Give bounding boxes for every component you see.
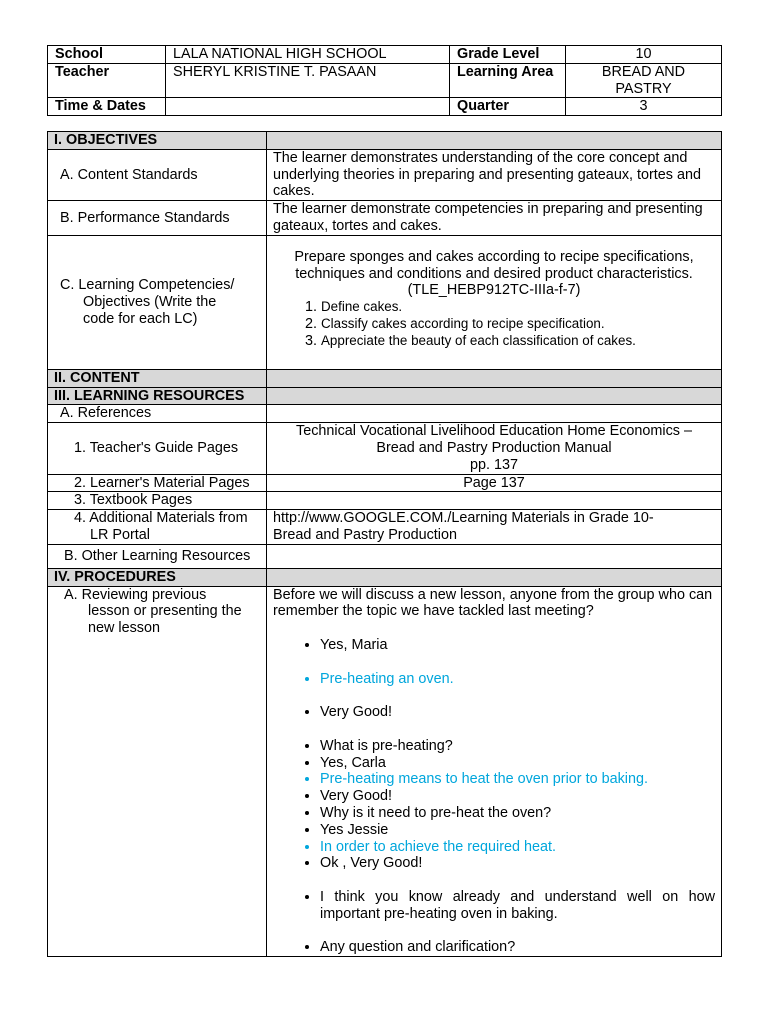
teachers-guide-line-3: pp. 137 <box>469 456 518 473</box>
procedures-section-row <box>48 568 722 586</box>
additional-materials-label <box>48 510 267 545</box>
review-label-line-3: new lesson <box>88 620 160 637</box>
textbook-label: 3. Textbook Pages <box>48 492 267 510</box>
dialogue-item: • Very Good! <box>320 788 715 805</box>
resources-heading: III. LEARNING RESOURCES <box>48 387 267 405</box>
dialogue-item: • What is pre-heating? <box>320 738 715 755</box>
additional-text-line-2: Bread and Pastry Production <box>273 526 457 543</box>
review-lesson-row <box>48 586 722 957</box>
competencies-content <box>267 235 722 369</box>
dialogue-item: • Any question and clarification? <box>320 939 715 956</box>
competencies-intro-line-2: techniques and conditions and desired product characteristics. <box>295 265 693 282</box>
dialogue-item: • I think you know already and understand well on how important pre-heating oven in baking. <box>320 889 715 923</box>
teachers-guide-row <box>48 423 722 474</box>
learning-area-line-1: BREAD AND <box>601 63 686 80</box>
performance-standards-label: B. Performance Standards <box>48 201 267 236</box>
other-resources-label: B. Other Learning Resources <box>48 544 267 568</box>
performance-standards-row <box>48 201 722 236</box>
student-answer-item: • Pre-heating means to heat the oven prior to baking. <box>320 771 715 788</box>
objective-item: 2. Classify cakes according to recipe specification. <box>321 316 715 333</box>
dialogue-item: • Yes Jessie <box>320 822 715 839</box>
objective-item: 3. Appreciate the beauty of each classification of cakes. <box>321 333 715 350</box>
objectives-list <box>273 299 715 349</box>
objectives-heading: I. OBJECTIVES <box>48 132 267 150</box>
student-answer-item: • Pre-heating an oven. <box>320 671 715 688</box>
additional-text-line-1[interactable]: http://www.GOOGLE.COM./Learning Materials in Grade 10- <box>273 510 654 527</box>
review-label-line-2: lesson or presenting the <box>88 603 242 620</box>
student-answer-item: • In order to achieve the required heat. <box>320 839 715 856</box>
additional-materials-text <box>267 510 722 545</box>
learners-material-text: Page 137 <box>267 474 722 492</box>
quarter-value: 3 <box>566 98 722 116</box>
content-section-row <box>48 369 722 387</box>
teachers-guide-label: 1. Teacher's Guide Pages <box>48 423 267 474</box>
objectives-section-row <box>48 132 722 150</box>
review-lesson-label <box>48 586 267 957</box>
procedures-heading: IV. PROCEDURES <box>48 568 267 586</box>
performance-standards-text: The learner demonstrate competencies in preparing and presenting gateaux, tortes and cakes. <box>267 201 722 236</box>
school-value: LALA NATIONAL HIGH SCHOOL <box>166 46 450 64</box>
review-label-line-1: A. Reviewing previous <box>64 586 207 603</box>
dialogue-item: • Yes, Carla <box>320 755 715 772</box>
content-heading: II. CONTENT <box>48 369 267 387</box>
quarter-label: Quarter <box>450 98 566 116</box>
teachers-guide-line-2: Bread and Pastry Production Manual <box>376 439 612 456</box>
additional-label-line-1: 4. Additional Materials from <box>74 510 248 527</box>
lesson-plan-table <box>47 131 722 957</box>
dialogue-list <box>273 637 715 956</box>
additional-materials-row <box>48 510 722 545</box>
teachers-guide-text <box>267 423 722 474</box>
dialogue-item: • Yes, Maria <box>320 637 715 654</box>
dialogue-item: • Why is it need to pre-heat the oven? <box>320 805 715 822</box>
dialogue-item: • Ok , Very Good! <box>320 855 715 872</box>
resources-section-row <box>48 387 722 405</box>
competencies-label-line-1: C. Learning Competencies/ <box>60 277 235 294</box>
content-standards-label: A. Content Standards <box>48 149 267 200</box>
learning-area-label: Learning Area <box>450 63 566 98</box>
references-row <box>48 405 722 423</box>
learning-area-value <box>566 63 722 98</box>
additional-label-line-2: LR Portal <box>90 526 150 543</box>
grade-level-value: 10 <box>566 46 722 64</box>
school-label: School <box>48 46 166 64</box>
competencies-row <box>48 235 722 369</box>
teachers-guide-line-1: Technical Vocational Livelihood Education Home Economics – <box>296 423 692 440</box>
lesson-header-table <box>47 45 722 116</box>
content-standards-row <box>48 149 722 200</box>
learning-area-line-2: PASTRY <box>615 80 672 97</box>
grade-level-label: Grade Level <box>450 46 566 64</box>
learners-material-label: 2. Learner's Material Pages <box>48 474 267 492</box>
review-intro: Before we will discuss a new lesson, anyone from the group who can remember the topic we have tackled last meeting? <box>273 586 713 620</box>
references-label: A. References <box>48 405 267 423</box>
competencies-label-line-3: code for each LC) <box>83 310 198 327</box>
time-dates-label: Time & Dates <box>48 98 166 116</box>
time-dates-value <box>166 98 450 116</box>
content-standards-text: The learner demonstrates understanding of the core concept and underlying theories in preparing and presenting gateaux, tortes and cakes. <box>267 149 722 200</box>
other-resources-row <box>48 544 722 568</box>
teacher-label: Teacher <box>48 63 166 98</box>
objective-item: 1. Define cakes. <box>321 299 715 316</box>
competencies-intro-line-1: Prepare sponges and cakes according to recipe specifications, <box>294 248 694 265</box>
review-lesson-content <box>267 586 722 957</box>
teacher-value: SHERYL KRISTINE T. PASAAN <box>166 63 450 98</box>
textbook-row <box>48 492 722 510</box>
competencies-label <box>48 235 267 369</box>
competencies-label-line-2: Objectives (Write the <box>83 293 217 310</box>
learners-material-row <box>48 474 722 492</box>
dialogue-item: • Very Good! <box>320 704 715 721</box>
competencies-code: (TLE_HEBP912TC-IIIa-f-7) <box>407 282 581 299</box>
